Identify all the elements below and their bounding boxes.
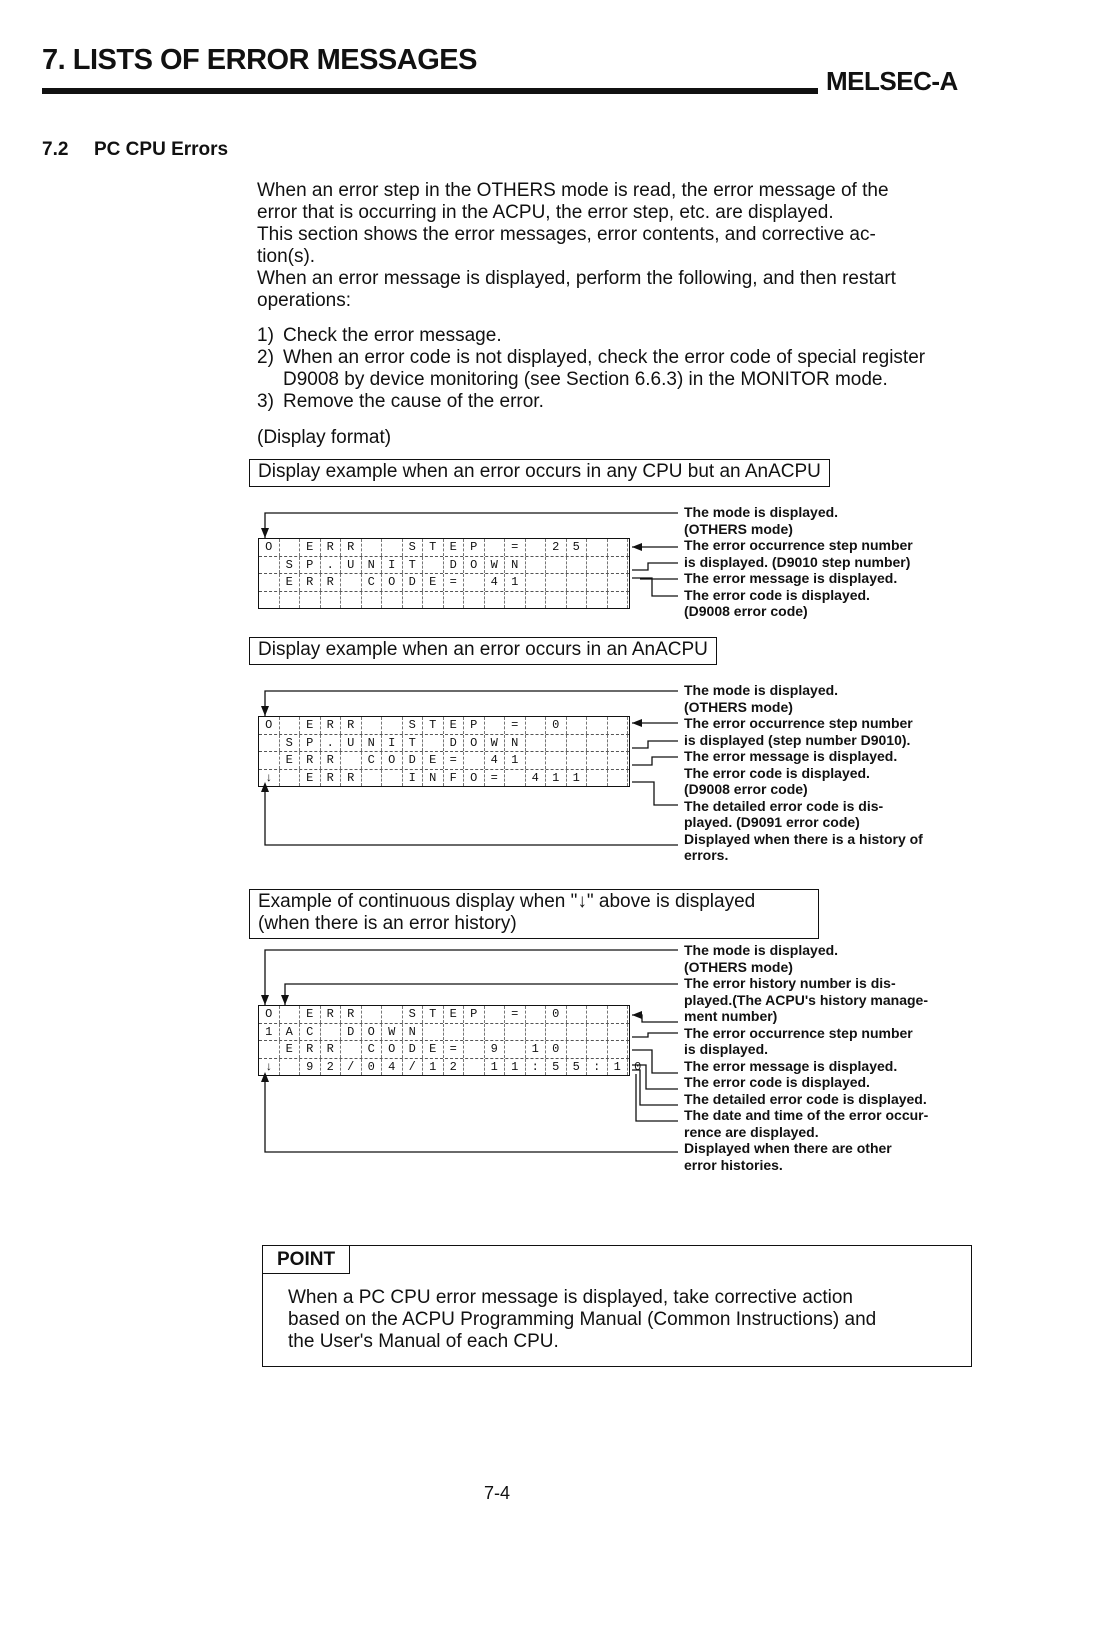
annotation-line: (D9008 error code)	[684, 781, 808, 797]
lcd-cell: R	[300, 574, 321, 591]
step-text: When an error code is not displayed, check the error code of special register	[283, 347, 926, 368]
lcd-cell: W	[485, 557, 506, 574]
lcd-cell: :	[587, 1059, 608, 1076]
lcd-cell: 5	[567, 1059, 588, 1076]
lcd-cell: P	[300, 735, 321, 752]
lcd-cell: 0	[362, 1059, 383, 1076]
lcd-cell: S	[403, 539, 424, 556]
lcd-cell: W	[382, 1024, 403, 1041]
lcd-cell: ↓	[259, 1059, 280, 1076]
annotation-line: The detailed error code is displayed.	[684, 1090, 927, 1107]
lcd-cell: O	[464, 735, 485, 752]
lcd-cell: T	[423, 539, 444, 556]
lcd-cell: /	[403, 1059, 424, 1076]
example3-heading-line: (when there is an error history)	[258, 913, 517, 934]
lcd-cell: F	[444, 770, 465, 787]
lcd-cell: 1	[608, 1059, 629, 1076]
lcd-cell: T	[403, 557, 424, 574]
lcd-cell: =	[505, 717, 526, 734]
annotation-line: The error message is displayed.	[684, 570, 898, 586]
lcd-cell: E	[280, 752, 301, 769]
lcd-cell: E	[300, 1006, 321, 1023]
annotation-line: is displayed. (D9010 step number)	[684, 553, 911, 570]
lcd-cell: E	[300, 539, 321, 556]
lcd-cell: U	[341, 735, 362, 752]
point-line: the User's Manual of each CPU.	[288, 1331, 559, 1352]
lcd-cell: D	[444, 735, 465, 752]
example2-heading: Display example when an error occurs in an AnACPU	[249, 637, 717, 665]
lcd-cell: :	[526, 1059, 547, 1076]
lcd-cell: D	[341, 1024, 362, 1041]
lcd-cell: R	[321, 574, 342, 591]
annotation-line: errors.	[684, 847, 729, 863]
lcd-cell: P	[300, 557, 321, 574]
lcd-cell: E	[300, 770, 321, 787]
step-text: D9008 by device monitoring (see Section 6.6.3) in the MONITOR mode.	[283, 369, 888, 390]
lcd-cell: O	[259, 717, 280, 734]
lcd-cell: 1	[259, 1024, 280, 1041]
lcd-cell: S	[403, 1006, 424, 1023]
lcd-cell: S	[403, 717, 424, 734]
lcd-cell: 1	[505, 752, 526, 769]
annotation-line: The error occurrence step number	[684, 1024, 913, 1041]
lcd-cell: 0	[634, 1059, 642, 1074]
lcd-cell: 5	[546, 1059, 567, 1076]
lcd-cell: E	[444, 717, 465, 734]
lcd-cell: N	[505, 735, 526, 752]
lcd-cell: C	[300, 1024, 321, 1041]
annotation-line: Displayed when there are other	[684, 1140, 892, 1156]
lcd-cell: W	[485, 735, 506, 752]
lcd-cell: I	[403, 770, 424, 787]
step-number: 3)	[257, 391, 274, 412]
lcd-cell: O	[259, 539, 280, 556]
lcd-cell: N	[423, 770, 444, 787]
lcd-cell: O	[259, 1006, 280, 1023]
lcd-cell: R	[300, 752, 321, 769]
annotation-line: (OTHERS mode)	[684, 698, 793, 715]
lcd-cell: D	[403, 574, 424, 591]
intro-line: This section shows the error messages, error contents, and corrective ac-	[257, 224, 876, 245]
page-number: 7-4	[484, 1483, 511, 1503]
lcd-cell: R	[321, 1041, 342, 1058]
lcd-cell: D	[403, 752, 424, 769]
lcd-cell: O	[362, 1024, 383, 1041]
lcd-cell: E	[280, 1041, 301, 1058]
point-line: based on the ACPU Programming Manual (Common Instructions) and	[288, 1309, 877, 1330]
lcd-cell: O	[382, 1041, 403, 1058]
lcd-cell: D	[444, 557, 465, 574]
section-title: PC CPU Errors	[94, 139, 229, 160]
step-number: 1)	[257, 325, 274, 346]
lcd-cell: E	[423, 752, 444, 769]
example3-heading-line: Example of continuous display when "↓" above is displayed	[258, 891, 756, 912]
lcd-cell: 4	[526, 770, 547, 787]
lcd-cell: R	[321, 770, 342, 787]
lcd-cell: 2	[546, 539, 567, 556]
lcd-cell: N	[362, 735, 383, 752]
lcd-cell: A	[280, 1024, 301, 1041]
lcd-cell: R	[341, 1006, 362, 1023]
point-label: POINT	[262, 1245, 350, 1274]
lcd-cell: S	[280, 557, 301, 574]
lcd-cell: =	[505, 1006, 526, 1023]
annotation-line: The error code is displayed.	[684, 586, 870, 603]
annotation-line: The error history number is dis-	[684, 975, 896, 991]
lcd-cell: 1	[485, 1059, 506, 1076]
lcd-cell: I	[382, 735, 403, 752]
display-format-label: (Display format)	[257, 427, 392, 448]
lcd-cell: 4	[485, 574, 506, 591]
lcd-cell: O	[382, 574, 403, 591]
lcd-cell: 1	[546, 770, 567, 787]
lcd-cell: =	[444, 1041, 465, 1058]
lcd-cell: O	[382, 752, 403, 769]
lcd-cell: .	[321, 735, 342, 752]
annotation-line: The error occurrence step number	[684, 537, 913, 553]
lcd-cell: 1	[505, 574, 526, 591]
lcd-cell: I	[382, 557, 403, 574]
lcd-cell: P	[464, 539, 485, 556]
annotation-line: is displayed.	[684, 1041, 769, 1057]
annotation-line: The date and time of the error occur-	[684, 1107, 929, 1123]
lcd-cell: C	[362, 1041, 383, 1058]
lcd-cell: =	[444, 574, 465, 591]
lcd-cell: /	[341, 1059, 362, 1076]
step-text: Remove the cause of the error.	[283, 391, 544, 412]
intro-line: When an error step in the OTHERS mode is read, the error message of the	[257, 180, 889, 201]
lcd-cell: P	[464, 717, 485, 734]
lcd-cell: 0	[546, 1006, 567, 1023]
annotation-line: rence are displayed.	[684, 1123, 819, 1140]
annotation-line: (OTHERS mode)	[684, 520, 793, 537]
annotation-line: played. (D9091 error code)	[684, 814, 860, 830]
lcd-cell: =	[444, 752, 465, 769]
annotation-line: played.(The ACPU's history manage-	[684, 991, 928, 1008]
annotation-line: is displayed (step number D9010).	[684, 731, 911, 748]
annotation-line: The mode is displayed.	[684, 504, 839, 520]
lcd-cell: T	[423, 717, 444, 734]
lcd-cell: R	[321, 717, 342, 734]
lcd-cell: 0	[546, 717, 567, 734]
lcd-cell: P	[464, 1006, 485, 1023]
lcd-cell: O	[464, 557, 485, 574]
annotation-line: The error message is displayed.	[684, 1057, 898, 1074]
annotation-line: (OTHERS mode)	[684, 958, 793, 975]
lcd-cell: E	[444, 539, 465, 556]
annotation-line: The mode is displayed.	[684, 682, 839, 698]
lcd-cell: 0	[546, 1041, 567, 1058]
lcd-cell: E	[300, 717, 321, 734]
intro-line: tion(s).	[257, 246, 316, 267]
annotation-line: The error occurrence step number	[684, 715, 913, 731]
lcd-cell: N	[362, 557, 383, 574]
lcd-cell: R	[341, 539, 362, 556]
lcd-cell: =	[505, 539, 526, 556]
annotation-line: ment number)	[684, 1008, 778, 1024]
intro-line: error that is occurring in the ACPU, the error step, etc. are displayed.	[257, 202, 834, 223]
lcd-cell: T	[403, 735, 424, 752]
intro-line: When an error message is displayed, perform the following, and then restart	[257, 268, 896, 289]
lcd-cell: N	[505, 557, 526, 574]
lcd-cell: E	[423, 1041, 444, 1058]
annotation-line: The error code is displayed.	[684, 1074, 870, 1090]
annotation-line: The error code is displayed.	[684, 764, 870, 781]
lcd-cell: R	[341, 717, 362, 734]
lcd-cell: R	[321, 1006, 342, 1023]
lcd-cell: 1	[423, 1059, 444, 1076]
example1-heading: Display example when an error occurs in any CPU but an AnACPU	[249, 459, 830, 487]
lcd-cell: S	[280, 735, 301, 752]
lcd-cell: 4	[382, 1059, 403, 1076]
annotation-line: The detailed error code is dis-	[684, 797, 884, 814]
lcd-cell: R	[321, 752, 342, 769]
lcd-cell: R	[321, 539, 342, 556]
lcd-cell: ↓	[259, 770, 280, 787]
lcd-cell: 1	[526, 1041, 547, 1058]
annotation-line: The error message is displayed.	[684, 748, 898, 764]
lcd-cell: 5	[567, 539, 588, 556]
lcd-cell: R	[300, 1041, 321, 1058]
lcd-cell: 4	[485, 752, 506, 769]
intro-line: operations:	[257, 290, 352, 311]
step-number: 2)	[257, 347, 274, 368]
point-line: When a PC CPU error message is displayed, take corrective action	[288, 1287, 853, 1308]
lcd-cell: .	[321, 557, 342, 574]
lcd-cell: C	[362, 752, 383, 769]
lcd-cell: O	[464, 770, 485, 787]
lcd-cell: U	[341, 557, 362, 574]
lcd-cell: E	[280, 574, 301, 591]
step-text: Check the error message.	[283, 325, 502, 346]
lcd-cell: 1	[505, 1059, 526, 1076]
lcd-cell: N	[403, 1024, 424, 1041]
lcd-cell: E	[444, 1006, 465, 1023]
point-text	[288, 1287, 958, 1353]
lcd-cell: 2	[321, 1059, 342, 1076]
lcd-cell: E	[423, 574, 444, 591]
annotation-line: (D9008 error code)	[684, 603, 808, 619]
lcd-cell: 2	[444, 1059, 465, 1076]
section-number: 7.2	[42, 139, 69, 160]
lcd-cell: D	[403, 1041, 424, 1058]
lcd-cell: C	[362, 574, 383, 591]
brand-name: MELSEC-A	[826, 66, 958, 96]
lcd-cell: T	[423, 1006, 444, 1023]
lcd-cell: R	[341, 770, 362, 787]
lcd-cell: 1	[567, 770, 588, 787]
chapter-title: 7. LISTS OF ERROR MESSAGES	[42, 44, 477, 76]
annotation-line: error histories.	[684, 1156, 783, 1173]
lcd-cell: 9	[485, 1041, 506, 1058]
annotation-line: Displayed when there is a history of	[684, 830, 923, 847]
lcd-cell: 9	[300, 1059, 321, 1076]
lcd-cell: =	[485, 770, 506, 787]
annotation-line: The mode is displayed.	[684, 942, 839, 958]
